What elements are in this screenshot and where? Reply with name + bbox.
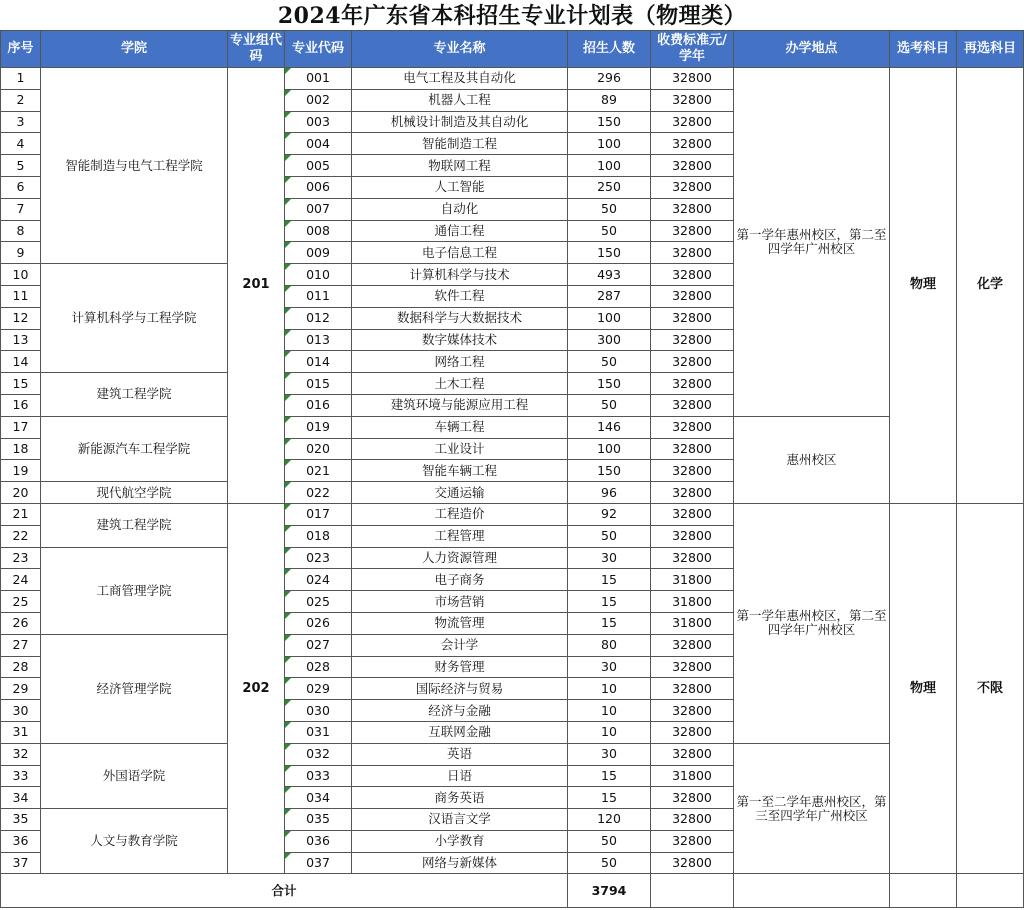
tuition-fee-cell: 32800 bbox=[651, 89, 734, 111]
seq-cell: 4 bbox=[1, 133, 41, 155]
total-empty-cell bbox=[890, 874, 957, 908]
seq-cell: 12 bbox=[1, 307, 41, 329]
header-code: 专业代码 bbox=[285, 31, 352, 68]
enrollment-count-cell: 100 bbox=[568, 133, 651, 155]
tuition-fee-cell: 32800 bbox=[651, 634, 734, 656]
major-name-cell: 车辆工程 bbox=[352, 416, 568, 438]
enrollment-count-cell: 10 bbox=[568, 700, 651, 722]
major-code-cell: 037 bbox=[285, 852, 352, 874]
seq-cell: 31 bbox=[1, 721, 41, 743]
tuition-fee-cell: 31800 bbox=[651, 612, 734, 634]
tuition-fee-cell: 32800 bbox=[651, 329, 734, 351]
seq-cell: 30 bbox=[1, 700, 41, 722]
enrollment-count-cell: 15 bbox=[568, 787, 651, 809]
major-name-cell: 计算机科学与技术 bbox=[352, 264, 568, 286]
seq-cell: 32 bbox=[1, 743, 41, 765]
enrollment-count-cell: 150 bbox=[568, 460, 651, 482]
tuition-fee-cell: 31800 bbox=[651, 591, 734, 613]
enrollment-count-cell: 15 bbox=[568, 612, 651, 634]
enrollment-count-cell: 50 bbox=[568, 830, 651, 852]
major-code-cell: 028 bbox=[285, 656, 352, 678]
seq-cell: 20 bbox=[1, 482, 41, 504]
header-college: 学院 bbox=[41, 31, 228, 68]
tuition-fee-cell: 32800 bbox=[651, 503, 734, 525]
location-cell: 第一学年惠州校区，第二至四学年广州校区 bbox=[734, 68, 890, 417]
college-cell: 新能源汽车工程学院 bbox=[41, 416, 228, 481]
major-code-cell: 013 bbox=[285, 329, 352, 351]
header-group: 专业组代码 bbox=[228, 31, 285, 68]
tuition-fee-cell: 31800 bbox=[651, 569, 734, 591]
tuition-fee-cell: 32800 bbox=[651, 416, 734, 438]
major-code-cell: 007 bbox=[285, 198, 352, 220]
tuition-fee-cell: 32800 bbox=[651, 351, 734, 373]
enrollment-plan-table bbox=[0, 30, 1024, 908]
major-code-cell: 018 bbox=[285, 525, 352, 547]
enrollment-count-cell: 493 bbox=[568, 264, 651, 286]
seq-cell: 33 bbox=[1, 765, 41, 787]
enrollment-count-cell: 30 bbox=[568, 547, 651, 569]
enrollment-count-cell: 10 bbox=[568, 721, 651, 743]
major-name-cell: 国际经济与贸易 bbox=[352, 678, 568, 700]
enrollment-count-cell: 15 bbox=[568, 569, 651, 591]
major-name-cell: 工业设计 bbox=[352, 438, 568, 460]
major-name-cell: 交通运输 bbox=[352, 482, 568, 504]
tuition-fee-cell: 32800 bbox=[651, 830, 734, 852]
seq-cell: 11 bbox=[1, 285, 41, 307]
college-cell: 经济管理学院 bbox=[41, 634, 228, 743]
enrollment-count-cell: 15 bbox=[568, 591, 651, 613]
enrollment-count-cell: 89 bbox=[568, 89, 651, 111]
seq-cell: 1 bbox=[1, 68, 41, 90]
tuition-fee-cell: 32800 bbox=[651, 743, 734, 765]
tuition-fee-cell: 32800 bbox=[651, 198, 734, 220]
major-code-cell: 006 bbox=[285, 176, 352, 198]
header-row bbox=[1, 31, 1024, 68]
tuition-fee-cell: 32800 bbox=[651, 68, 734, 90]
major-name-cell: 物联网工程 bbox=[352, 155, 568, 177]
major-code-cell: 019 bbox=[285, 416, 352, 438]
total-empty-cell bbox=[651, 874, 734, 908]
enrollment-count-cell: 146 bbox=[568, 416, 651, 438]
tuition-fee-cell: 32800 bbox=[651, 373, 734, 395]
major-name-cell: 人工智能 bbox=[352, 176, 568, 198]
major-name-cell: 智能车辆工程 bbox=[352, 460, 568, 482]
major-name-cell: 网络工程 bbox=[352, 351, 568, 373]
major-name-cell: 土木工程 bbox=[352, 373, 568, 395]
major-name-cell: 经济与金融 bbox=[352, 700, 568, 722]
seq-cell: 2 bbox=[1, 89, 41, 111]
major-code-cell: 034 bbox=[285, 787, 352, 809]
tuition-fee-cell: 32800 bbox=[651, 133, 734, 155]
major-name-cell: 小学教育 bbox=[352, 830, 568, 852]
major-code-cell: 004 bbox=[285, 133, 352, 155]
major-code-cell: 023 bbox=[285, 547, 352, 569]
tuition-fee-cell: 32800 bbox=[651, 547, 734, 569]
seq-cell: 35 bbox=[1, 809, 41, 831]
seq-cell: 25 bbox=[1, 591, 41, 613]
location-cell: 第一学年惠州校区，第二至四学年广州校区 bbox=[734, 503, 890, 743]
header-required: 选考科目 bbox=[890, 31, 957, 68]
major-name-cell: 数据科学与大数据技术 bbox=[352, 307, 568, 329]
major-code-cell: 014 bbox=[285, 351, 352, 373]
major-name-cell: 工程造价 bbox=[352, 503, 568, 525]
seq-cell: 3 bbox=[1, 111, 41, 133]
major-code-cell: 003 bbox=[285, 111, 352, 133]
seq-cell: 14 bbox=[1, 351, 41, 373]
college-cell: 外国语学院 bbox=[41, 743, 228, 808]
group-code-cell: 202 bbox=[228, 503, 285, 874]
college-cell: 建筑工程学院 bbox=[41, 503, 228, 547]
enrollment-count-cell: 50 bbox=[568, 198, 651, 220]
seq-cell: 5 bbox=[1, 155, 41, 177]
location-cell: 第一至二学年惠州校区，第三至四学年广州校区 bbox=[734, 743, 890, 874]
tuition-fee-cell: 32800 bbox=[651, 438, 734, 460]
tuition-fee-cell: 32800 bbox=[651, 700, 734, 722]
seq-cell: 10 bbox=[1, 264, 41, 286]
tuition-fee-cell: 32800 bbox=[651, 155, 734, 177]
major-code-cell: 016 bbox=[285, 394, 352, 416]
college-cell: 智能制造与电气工程学院 bbox=[41, 68, 228, 264]
major-name-cell: 网络与新媒体 bbox=[352, 852, 568, 874]
seq-cell: 36 bbox=[1, 830, 41, 852]
major-code-cell: 017 bbox=[285, 503, 352, 525]
major-code-cell: 035 bbox=[285, 809, 352, 831]
major-code-cell: 005 bbox=[285, 155, 352, 177]
enrollment-count-cell: 50 bbox=[568, 394, 651, 416]
major-name-cell: 通信工程 bbox=[352, 220, 568, 242]
enrollment-count-cell: 30 bbox=[568, 743, 651, 765]
seq-cell: 26 bbox=[1, 612, 41, 634]
tuition-fee-cell: 32800 bbox=[651, 482, 734, 504]
enrollment-count-cell: 50 bbox=[568, 351, 651, 373]
enrollment-count-cell: 92 bbox=[568, 503, 651, 525]
header-fee: 收费标准元/学年 bbox=[651, 31, 734, 68]
enrollment-count-cell: 80 bbox=[568, 634, 651, 656]
header-seq: 序号 bbox=[1, 31, 41, 68]
seq-cell: 15 bbox=[1, 373, 41, 395]
tuition-fee-cell: 32800 bbox=[651, 307, 734, 329]
table-row bbox=[1, 68, 1024, 90]
tuition-fee-cell: 32800 bbox=[651, 656, 734, 678]
major-name-cell: 会计学 bbox=[352, 634, 568, 656]
major-name-cell: 电气工程及其自动化 bbox=[352, 68, 568, 90]
seq-cell: 19 bbox=[1, 460, 41, 482]
seq-cell: 23 bbox=[1, 547, 41, 569]
major-name-cell: 市场营销 bbox=[352, 591, 568, 613]
major-code-cell: 024 bbox=[285, 569, 352, 591]
required-subject-cell: 物理 bbox=[890, 68, 957, 504]
table-row bbox=[1, 743, 1024, 765]
tuition-fee-cell: 32800 bbox=[651, 220, 734, 242]
enrollment-count-cell: 30 bbox=[568, 656, 651, 678]
college-cell: 现代航空学院 bbox=[41, 482, 228, 504]
seq-cell: 27 bbox=[1, 634, 41, 656]
enrollment-count-cell: 10 bbox=[568, 678, 651, 700]
required-subject-cell: 物理 bbox=[890, 503, 957, 874]
major-name-cell: 物流管理 bbox=[352, 612, 568, 634]
tuition-fee-cell: 32800 bbox=[651, 264, 734, 286]
seq-cell: 18 bbox=[1, 438, 41, 460]
major-name-cell: 数字媒体技术 bbox=[352, 329, 568, 351]
major-code-cell: 001 bbox=[285, 68, 352, 90]
major-code-cell: 015 bbox=[285, 373, 352, 395]
group-code-cell: 201 bbox=[228, 68, 285, 504]
major-code-cell: 026 bbox=[285, 612, 352, 634]
enrollment-count-cell: 96 bbox=[568, 482, 651, 504]
major-name-cell: 软件工程 bbox=[352, 285, 568, 307]
seq-cell: 24 bbox=[1, 569, 41, 591]
major-name-cell: 电子信息工程 bbox=[352, 242, 568, 264]
header-name: 专业名称 bbox=[352, 31, 568, 68]
tuition-fee-cell: 32800 bbox=[651, 242, 734, 264]
enrollment-count-cell: 150 bbox=[568, 373, 651, 395]
tuition-fee-cell: 31800 bbox=[651, 765, 734, 787]
header-reselect: 再选科目 bbox=[957, 31, 1024, 68]
table-row bbox=[1, 503, 1024, 525]
major-code-cell: 010 bbox=[285, 264, 352, 286]
seq-cell: 28 bbox=[1, 656, 41, 678]
major-name-cell: 人力资源管理 bbox=[352, 547, 568, 569]
enrollment-count-cell: 100 bbox=[568, 438, 651, 460]
major-name-cell: 工程管理 bbox=[352, 525, 568, 547]
major-code-cell: 032 bbox=[285, 743, 352, 765]
major-code-cell: 021 bbox=[285, 460, 352, 482]
major-code-cell: 022 bbox=[285, 482, 352, 504]
tuition-fee-cell: 32800 bbox=[651, 721, 734, 743]
major-code-cell: 020 bbox=[285, 438, 352, 460]
enrollment-count-cell: 150 bbox=[568, 111, 651, 133]
enrollment-count-cell: 50 bbox=[568, 525, 651, 547]
major-name-cell: 互联网金融 bbox=[352, 721, 568, 743]
total-empty-cell bbox=[957, 874, 1024, 908]
reselect-subject-cell: 不限 bbox=[957, 503, 1024, 874]
seq-cell: 7 bbox=[1, 198, 41, 220]
location-cell: 惠州校区 bbox=[734, 416, 890, 503]
enrollment-count-cell: 250 bbox=[568, 176, 651, 198]
tuition-fee-cell: 32800 bbox=[651, 176, 734, 198]
major-code-cell: 012 bbox=[285, 307, 352, 329]
college-cell: 建筑工程学院 bbox=[41, 373, 228, 417]
college-cell: 计算机科学与工程学院 bbox=[41, 264, 228, 373]
seq-cell: 6 bbox=[1, 176, 41, 198]
tuition-fee-cell: 32800 bbox=[651, 525, 734, 547]
major-name-cell: 汉语言文学 bbox=[352, 809, 568, 831]
tuition-fee-cell: 32800 bbox=[651, 787, 734, 809]
major-name-cell: 机器人工程 bbox=[352, 89, 568, 111]
reselect-subject-cell: 化学 bbox=[957, 68, 1024, 504]
seq-cell: 34 bbox=[1, 787, 41, 809]
major-code-cell: 011 bbox=[285, 285, 352, 307]
tuition-fee-cell: 32800 bbox=[651, 394, 734, 416]
major-name-cell: 自动化 bbox=[352, 198, 568, 220]
college-cell: 工商管理学院 bbox=[41, 547, 228, 634]
page-title: 2024年广东省本科招生专业计划表（物理类） bbox=[277, 3, 747, 29]
total-row bbox=[1, 874, 1024, 908]
enrollment-count-cell: 287 bbox=[568, 285, 651, 307]
enrollment-count-cell: 150 bbox=[568, 242, 651, 264]
enrollment-count-cell: 100 bbox=[568, 307, 651, 329]
enrollment-count-cell: 15 bbox=[568, 765, 651, 787]
major-name-cell: 机械设计制造及其自动化 bbox=[352, 111, 568, 133]
header-count: 招生人数 bbox=[568, 31, 651, 68]
tuition-fee-cell: 32800 bbox=[651, 285, 734, 307]
major-name-cell: 电子商务 bbox=[352, 569, 568, 591]
major-code-cell: 002 bbox=[285, 89, 352, 111]
seq-cell: 9 bbox=[1, 242, 41, 264]
tuition-fee-cell: 32800 bbox=[651, 809, 734, 831]
tuition-fee-cell: 32800 bbox=[651, 111, 734, 133]
major-name-cell: 智能制造工程 bbox=[352, 133, 568, 155]
enrollment-count-cell: 300 bbox=[568, 329, 651, 351]
major-code-cell: 027 bbox=[285, 634, 352, 656]
major-code-cell: 009 bbox=[285, 242, 352, 264]
table-row bbox=[1, 416, 1024, 438]
tuition-fee-cell: 32800 bbox=[651, 852, 734, 874]
major-name-cell: 商务英语 bbox=[352, 787, 568, 809]
major-code-cell: 033 bbox=[285, 765, 352, 787]
major-name-cell: 建筑环境与能源应用工程 bbox=[352, 394, 568, 416]
enrollment-count-cell: 50 bbox=[568, 220, 651, 242]
seq-cell: 8 bbox=[1, 220, 41, 242]
seq-cell: 16 bbox=[1, 394, 41, 416]
major-code-cell: 036 bbox=[285, 830, 352, 852]
enrollment-count-cell: 50 bbox=[568, 852, 651, 874]
college-cell: 人文与教育学院 bbox=[41, 809, 228, 874]
major-code-cell: 025 bbox=[285, 591, 352, 613]
seq-cell: 37 bbox=[1, 852, 41, 874]
seq-cell: 17 bbox=[1, 416, 41, 438]
seq-cell: 22 bbox=[1, 525, 41, 547]
major-name-cell: 英语 bbox=[352, 743, 568, 765]
seq-cell: 21 bbox=[1, 503, 41, 525]
major-code-cell: 031 bbox=[285, 721, 352, 743]
major-code-cell: 008 bbox=[285, 220, 352, 242]
major-code-cell: 030 bbox=[285, 700, 352, 722]
total-label-cell: 合计 bbox=[1, 874, 568, 908]
major-name-cell: 日语 bbox=[352, 765, 568, 787]
major-name-cell: 财务管理 bbox=[352, 656, 568, 678]
header-location: 办学地点 bbox=[734, 31, 890, 68]
total-count-cell: 3794 bbox=[568, 874, 651, 908]
seq-cell: 29 bbox=[1, 678, 41, 700]
total-empty-cell bbox=[734, 874, 890, 908]
tuition-fee-cell: 32800 bbox=[651, 460, 734, 482]
enrollment-count-cell: 296 bbox=[568, 68, 651, 90]
major-code-cell: 029 bbox=[285, 678, 352, 700]
tuition-fee-cell: 32800 bbox=[651, 678, 734, 700]
seq-cell: 13 bbox=[1, 329, 41, 351]
enrollment-count-cell: 120 bbox=[568, 809, 651, 831]
enrollment-count-cell: 100 bbox=[568, 155, 651, 177]
